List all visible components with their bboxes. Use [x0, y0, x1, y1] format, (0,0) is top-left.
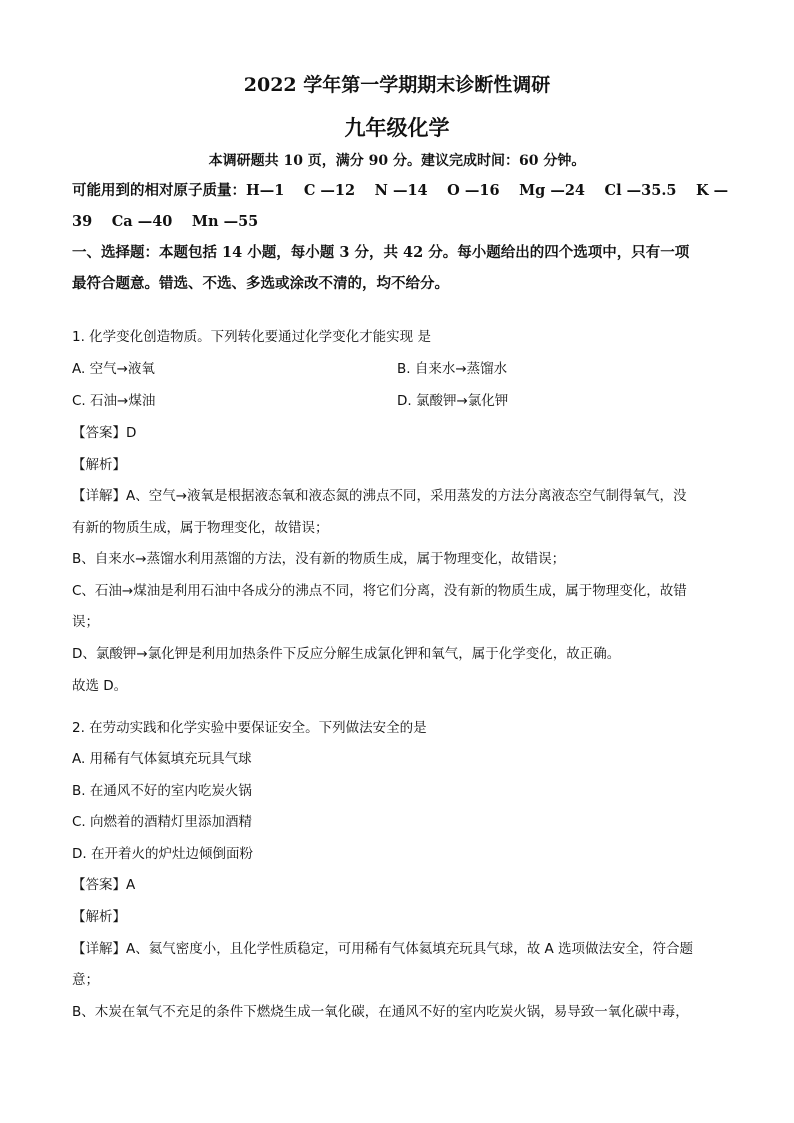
q1-option-d: D. 氯酸钾→氯化钾 [397, 393, 509, 409]
q2-detail-3: B、木炭在氧气不充足的条件下燃烧生成一氧化碳，在通风不好的室内吃炭火锅，易导致一氧化碳中毒， [72, 1004, 689, 1020]
q1-detail-1: 【详解】A、空气→液氧是根据液态氧和液态氮的沸点不同，采用蒸发的方法分离液态空气制得氧气，没 [72, 488, 687, 504]
exam-title: 2022 学年第一学期期末诊断性调研 [243, 74, 551, 96]
q2-analysis-label: 【解析】 [72, 909, 126, 925]
q1-stem: 1. 化学变化创造物质。下列转化要通过化学变化才能实现 是 [72, 329, 431, 345]
q2-option-a: A. 用稀有气体氦填充玩具气球 [72, 751, 252, 767]
q1-detail-5: 误； [72, 614, 99, 630]
q2-answer: 【答案】A [72, 877, 136, 893]
q1-option-c: C. 石油→煤油 [72, 393, 156, 409]
q2-detail-2: 意； [72, 972, 99, 988]
q1-option-a: A. 空气→液氧 [72, 361, 155, 377]
section-instruction-line-1: 一、选择题：本题包括 14 小题，每小题 3 分，共 42 分。每小题给出的四个选项中，只有一项 [72, 244, 690, 261]
q1-detail-3: B、自来水→蒸馏水利用蒸馏的方法，没有新的物质生成，属于物理变化，故错误； [72, 551, 566, 567]
q1-detail-4: C、石油→煤油是利用石油中各成分的沸点不同，将它们分离，没有新的物质生成，属于物理变化，故错 [72, 583, 687, 599]
q1-answer: 【答案】D [72, 425, 137, 441]
q1-detail-6: D、氯酸钾→氯化钾是利用加热条件下反应分解生成氯化钾和氧气，属于化学变化，故正确。 [72, 646, 621, 662]
q2-stem: 2. 在劳动实践和化学实验中要保证安全。下列做法安全的是 [72, 720, 427, 736]
q2-option-c: C. 向燃着的酒精灯里添加酒精 [72, 814, 253, 830]
atomic-mass-line-1: 可能用到的相对原子质量：H—1 C —12 N —14 O —16 Mg —24 Cl —35.5 K — [72, 182, 729, 199]
q2-detail-1: 【详解】A、氦气密度小，且化学性质稳定，可用稀有气体氦填充玩具气球，故 A 选项做法安全，符合题 [72, 941, 694, 957]
q1-conclusion: 故选 D。 [72, 678, 128, 694]
atomic-mass-line-2: 39 Ca —40 Mn —55 [72, 213, 259, 230]
q2-option-b: B. 在通风不好的室内吃炭火锅 [72, 783, 252, 799]
section-instruction-line-2: 最符合题意。错选、不选、多选或涂改不清的，均不给分。 [72, 275, 449, 292]
q1-option-b: B. 自来水→蒸馏水 [397, 361, 508, 377]
q1-analysis-label: 【解析】 [72, 457, 126, 473]
q2-option-d: D. 在开着火的炉灶边倾倒面粉 [72, 846, 253, 862]
exam-info: 本调研题共 10 页，满分 90 分。建议完成时间：60 分钟。 [208, 153, 586, 169]
q1-detail-2: 有新的物质生成，属于物理变化，故错误； [72, 520, 329, 536]
exam-subtitle: 九年级化学 [344, 115, 450, 140]
